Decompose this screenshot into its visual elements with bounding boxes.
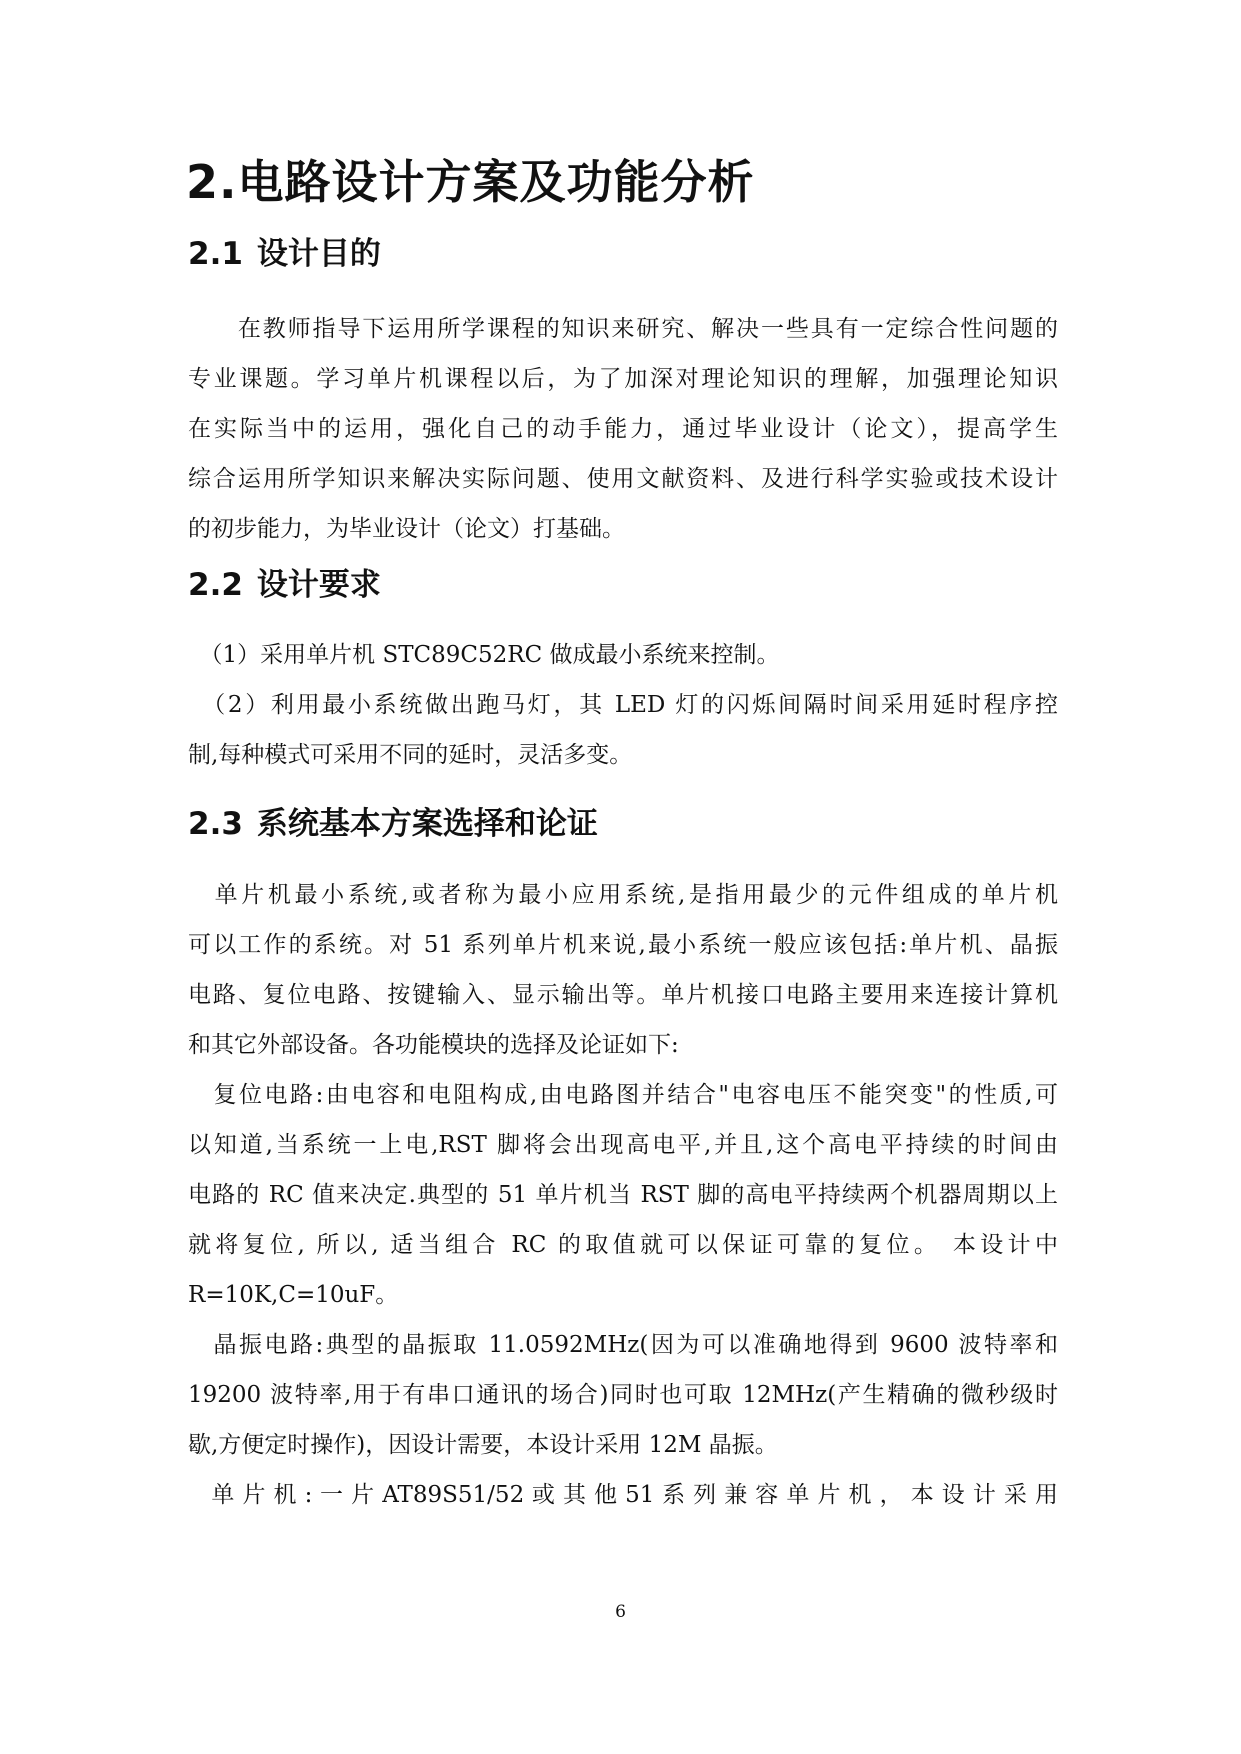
section-heading-2-1 bbox=[188, 232, 381, 276]
chapter-title: 2.电路设计方案及功能分析 bbox=[186, 155, 755, 209]
section-body-2-2 bbox=[188, 630, 1058, 780]
text-line: R=10K,C=10uF。 bbox=[188, 1282, 399, 1308]
text-line: 电路、复位电路、按键输入、显示输出等。单片机接口电路主要用来连接计算机 bbox=[188, 982, 1058, 1008]
text-line: 制,每种模式可采用不同的延时，灵活多变。 bbox=[188, 742, 633, 768]
text-line: 在实际当中的运用，强化自己的动手能力，通过毕业设计（论文），提高学生 bbox=[188, 416, 1058, 442]
page-number: 6 bbox=[615, 1602, 626, 1622]
text-line: 和其它外部设备。各功能模块的选择及论证如下: bbox=[188, 1032, 679, 1058]
section-title: 设计要求 bbox=[256, 567, 381, 603]
text-line: 单片机最小系统,或者称为最小应用系统,是指用最少的元件组成的单片机 bbox=[188, 882, 1058, 908]
text-line: 综合运用所学知识来解决实际问题、使用文献资料、及进行科学实验或技术设计 bbox=[188, 466, 1058, 492]
text-line: 可以工作的系统。对 51 系列单片机来说,最小系统一般应该包括:单片机、晶振 bbox=[188, 932, 1058, 958]
section-title: 系统基本方案选择和论证 bbox=[256, 806, 598, 842]
text-line: 电路的 RC 值来决定.典型的 51 单片机当 RST 脚的高电平持续两个机器周期以上 bbox=[188, 1182, 1058, 1208]
section-body-2-3 bbox=[188, 870, 1058, 1520]
text-line: 以知道,当系统一上电,RST 脚将会出现高电平,并且,这个高电平持续的时间由 bbox=[188, 1132, 1058, 1158]
text-line: 就将复位, 所以, 适当组合 RC 的取值就可以保证可靠的复位。 本设计中 bbox=[188, 1232, 1058, 1258]
section-number: 2.3 bbox=[188, 806, 243, 842]
text-line: 复位电路:由电容和电阻构成,由电路图并结合"电容电压不能突变"的性质,可 bbox=[188, 1082, 1058, 1108]
text-line: 在教师指导下运用所学课程的知识来研究、解决一些具有一定综合性问题的 bbox=[188, 316, 1058, 342]
text-line: （1）采用单片机 STC89C52RC 做成最小系统来控制。 bbox=[188, 642, 780, 668]
text-line: 歇,方便定时操作)，因设计需要，本设计采用 12M 晶振。 bbox=[188, 1432, 778, 1458]
section-number: 2.2 bbox=[188, 567, 243, 603]
text-line: 晶振电路:典型的晶振取 11.0592MHz(因为可以准确地得到 9600 波特率和 bbox=[188, 1332, 1058, 1358]
text-line: 19200 波特率,用于有串口通讯的场合)同时也可取 12MHz(产生精确的微秒级时 bbox=[188, 1382, 1058, 1408]
section-heading-2-3 bbox=[188, 802, 598, 846]
section-body-2-1 bbox=[188, 304, 1058, 554]
section-heading-2-2 bbox=[188, 563, 381, 607]
text-line: 专业课题。学习单片机课程以后，为了加深对理论知识的理解，加强理论知识 bbox=[188, 366, 1058, 392]
text-line: （2）利用最小系统做出跑马灯，其 LED 灯的闪烁间隔时间采用延时程序控 bbox=[188, 692, 1058, 718]
text-line: 单 片 机 : 一 片 AT89S51/52 或 其 他 51 系 列 兼 容 单 片 机 ， 本 设 计 采 用 bbox=[188, 1482, 1058, 1508]
section-number: 2.1 bbox=[188, 236, 243, 272]
text-line: 的初步能力，为毕业设计（论文）打基础。 bbox=[188, 516, 625, 542]
section-title: 设计目的 bbox=[256, 236, 381, 272]
